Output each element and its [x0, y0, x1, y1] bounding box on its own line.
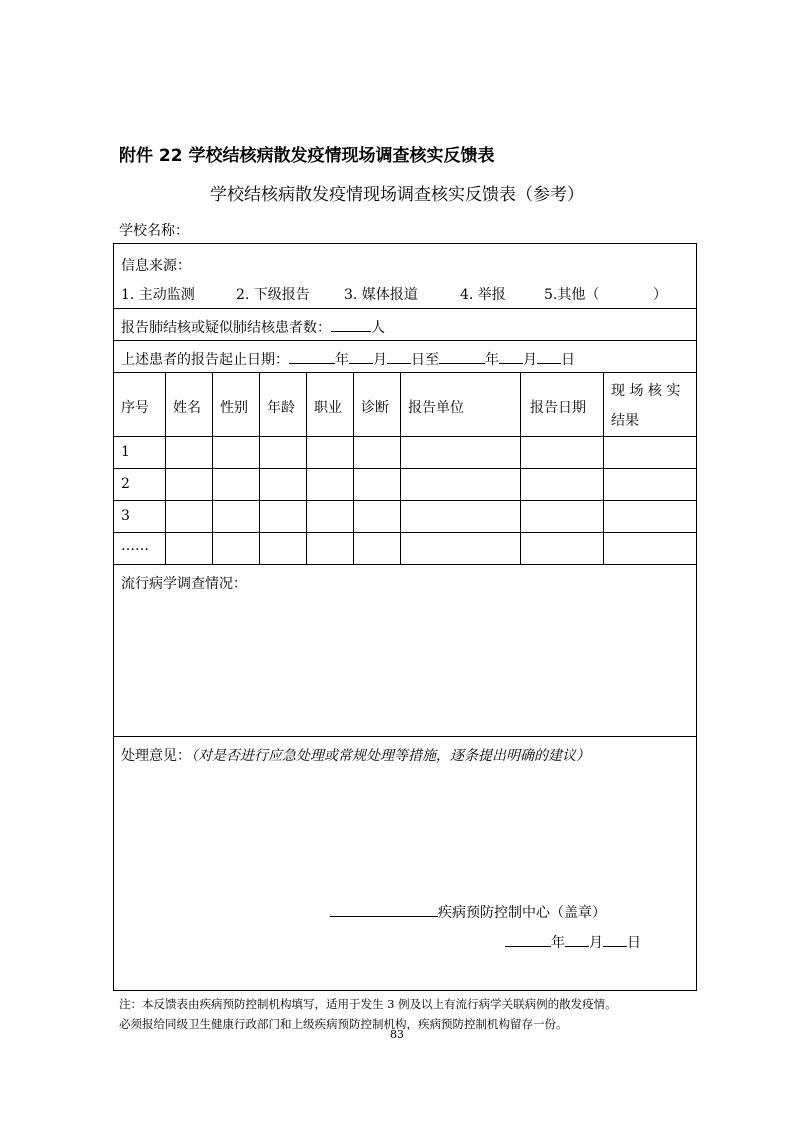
feedback-form — [113, 243, 697, 991]
signature-org: 疾病预防控制中心（盖章） — [438, 905, 606, 921]
header-diagnosis: 诊断 — [361, 400, 389, 416]
row-index-1: 1 — [121, 444, 130, 460]
patients-count-row — [121, 317, 385, 337]
source-option-tipoff: 4. 举报 — [460, 287, 506, 303]
col-divider — [306, 372, 307, 564]
blank — [289, 349, 335, 364]
blank — [603, 932, 627, 947]
col-divider — [400, 372, 401, 564]
row-divider — [114, 372, 696, 373]
source-option-lower-report: 2. 下级报告 — [236, 287, 310, 303]
row-divider — [114, 468, 696, 469]
attachment-heading: 附件 22 学校结核病散发疫情现场调查核实反馈表 — [119, 146, 495, 166]
info-source-label: 信息来源： — [121, 258, 191, 274]
footnote-line1: 注：本反馈表由疾病预防控制机构填写，适用于发生 3 例及以上有流行病学关联病例的散发疫情。 — [119, 997, 617, 1011]
month-label: 月 — [373, 352, 387, 368]
header-name: 姓名 — [173, 400, 201, 416]
blank — [499, 349, 523, 364]
form-title: 学校结核病散发疫情现场调查核实反馈表（参考） — [210, 185, 584, 205]
signature-row — [330, 902, 606, 922]
header-report-date: 报告日期 — [530, 400, 586, 416]
col-divider — [603, 372, 604, 564]
header-reporting-unit: 报告单位 — [408, 400, 464, 416]
col-divider — [165, 372, 166, 564]
header-verification-line1: 现 场 核 实 — [611, 383, 681, 399]
page-number: 83 — [390, 1028, 404, 1041]
date-range-label: 上述患者的报告起止日期： — [121, 352, 289, 368]
footnote-line2: 必须报给同级卫生健康行政部门和上级疾病预防控制机构，疾病预防控制机构留存一份。 — [119, 1017, 568, 1031]
header-verification-line2: 结果 — [611, 413, 639, 429]
blank — [439, 349, 485, 364]
row-divider — [114, 564, 696, 565]
day-label: 日 — [561, 352, 575, 368]
header-index: 序号 — [121, 400, 149, 416]
day-to-label: 日至 — [411, 352, 439, 368]
opinion-row — [121, 745, 590, 765]
month-label: 月 — [523, 352, 537, 368]
col-divider — [259, 372, 260, 564]
header-age: 年龄 — [267, 400, 295, 416]
row-divider — [114, 308, 696, 309]
patients-count-unit: 人 — [371, 320, 385, 336]
signature-date-row — [505, 932, 641, 952]
epi-investigation-label: 流行病学调查情况： — [121, 576, 247, 592]
row-divider — [114, 436, 696, 437]
col-divider — [520, 372, 521, 564]
row-index-more: …… — [121, 538, 149, 554]
header-occupation: 职业 — [314, 400, 342, 416]
opinion-label: 处理意见： — [121, 748, 191, 764]
patients-count-label: 报告肺结核或疑似肺结核患者数： — [121, 320, 331, 336]
row-index-3: 3 — [121, 508, 130, 524]
row-divider — [114, 736, 696, 737]
source-option-media: 3. 媒体报道 — [344, 287, 418, 303]
blank — [387, 349, 411, 364]
source-option-monitoring: 1. 主动监测 — [121, 287, 195, 303]
col-divider — [212, 372, 213, 564]
blank — [537, 349, 561, 364]
blank — [349, 349, 373, 364]
day-label: 日 — [627, 935, 641, 951]
col-divider — [353, 372, 354, 564]
row-index-2: 2 — [121, 476, 130, 492]
org-blank — [330, 902, 438, 917]
date-range-row — [121, 349, 575, 369]
year-label: 年 — [335, 352, 349, 368]
year-label: 年 — [485, 352, 499, 368]
year-label: 年 — [551, 935, 565, 951]
patients-count-blank — [331, 317, 371, 332]
source-option-other-close: ） — [653, 287, 667, 303]
opinion-hint: （对是否进行应急处理或常规处理等措施，逐条提出明确的建议） — [191, 748, 590, 764]
month-label: 月 — [589, 935, 603, 951]
header-gender: 性别 — [220, 400, 248, 416]
row-divider — [114, 340, 696, 341]
blank — [505, 932, 551, 947]
row-divider — [114, 500, 696, 501]
row-divider — [114, 532, 696, 533]
source-option-other: 5.其他（ — [544, 287, 600, 303]
blank — [565, 932, 589, 947]
school-name-label: 学校名称： — [119, 223, 189, 239]
